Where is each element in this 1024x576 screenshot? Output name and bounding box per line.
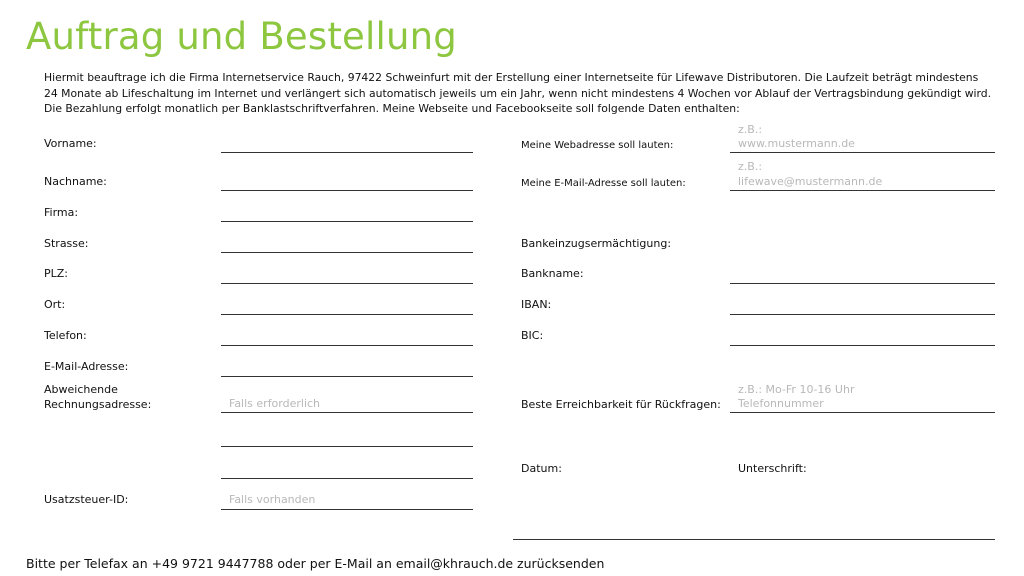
unterschrift-label: Unterschrift: — [738, 462, 807, 475]
erreichbarkeit-hint-2: Telefonnummer — [738, 397, 824, 410]
email-field[interactable] — [221, 376, 473, 377]
strasse-field[interactable] — [221, 252, 473, 253]
webadresse-label: Meine Webadresse soll lauten: — [521, 140, 674, 151]
bic-field[interactable] — [730, 345, 995, 346]
footer-note: Bitte per Telefax an +49 9721 9447788 oder per E-Mail an email@khrauch.de zurücksenden — [26, 556, 605, 571]
erreichbarkeit-hint-1: z.B.: Mo-Fr 10-16 Uhr — [738, 383, 855, 396]
iban-label: IBAN: — [521, 298, 552, 311]
ort-label: Ort: — [44, 298, 66, 311]
signature-line[interactable] — [513, 539, 995, 540]
rechnungsadresse-field[interactable] — [221, 412, 473, 413]
iban-field[interactable] — [730, 314, 995, 315]
rechnungsadresse-field-2[interactable] — [221, 446, 473, 447]
email-wunsch-label: Meine E-Mail-Adresse soll lauten: — [521, 178, 686, 189]
vorname-label: Vorname: — [44, 137, 97, 150]
telefon-field[interactable] — [221, 345, 473, 346]
firma-field[interactable] — [221, 221, 473, 222]
nachname-label: Nachname: — [44, 175, 107, 188]
intro-line: 24 Monate ab Lifeschaltung im Internet und verlängert sich automatisch jeweils um ein Jahr, wenn nicht mindestens 4 Wochen vor Ablauf der Vertragsbindung gekündigt wird. — [44, 86, 992, 100]
nachname-field[interactable] — [221, 190, 473, 191]
email-label: E-Mail-Adresse: — [44, 360, 129, 373]
erreichbarkeit-field[interactable] — [730, 412, 995, 413]
erreichbarkeit-label: Beste Erreichbarkeit für Rückfragen: — [521, 398, 721, 411]
bankeinzug-label: Bankeinzugsermächtigung: — [521, 237, 672, 250]
intro-line: Hiermit beauftrage ich die Firma Internetservice Rauch, 97422 Schweinfurt mit der Erstellung einer Internetseite für Lifewave Distributoren. Die Laufzeit beträgt mindestens — [44, 71, 979, 84]
bankname-label: Bankname: — [521, 267, 584, 280]
email-wunsch-hint: lifewave@mustermann.de — [738, 175, 883, 188]
strasse-label: Strasse: — [44, 237, 89, 250]
firma-label: Firma: — [44, 206, 79, 219]
page-title: Auftrag und Bestellung — [26, 15, 457, 58]
rechnungsadresse-label-line1: Abweichende — [44, 383, 118, 396]
email-wunsch-field[interactable] — [730, 190, 995, 191]
ust-id-label: Usatzsteuer-ID: — [44, 493, 129, 506]
vorname-field[interactable] — [221, 152, 473, 153]
rechnungsadresse-field-3[interactable] — [221, 478, 473, 479]
bankname-field[interactable] — [730, 283, 995, 284]
intro-text — [44, 70, 1004, 117]
ort-field[interactable] — [221, 314, 473, 315]
webadresse-hint-prefix: z.B.: — [738, 123, 763, 136]
bic-label: BIC: — [521, 329, 544, 342]
webadresse-hint: www.mustermann.de — [738, 137, 855, 150]
plz-label: PLZ: — [44, 267, 69, 280]
webadresse-field[interactable] — [730, 152, 995, 153]
plz-field[interactable] — [221, 283, 473, 284]
intro-line: Die Bezahlung erfolgt monatlich per Banklastschriftverfahren. Meine Webseite und Facebookseite soll folgende Daten enthalten: — [44, 102, 740, 115]
email-wunsch-hint-prefix: z.B.: — [738, 160, 763, 173]
rechnungsadresse-label-line2: Rechnungsadresse: — [44, 398, 152, 411]
ust-id-hint: Falls vorhanden — [229, 493, 316, 506]
ust-id-field[interactable] — [221, 509, 473, 510]
telefon-label: Telefon: — [44, 329, 87, 342]
rechnungsadresse-hint: Falls erforderlich — [229, 397, 321, 410]
datum-label: Datum: — [521, 462, 562, 475]
